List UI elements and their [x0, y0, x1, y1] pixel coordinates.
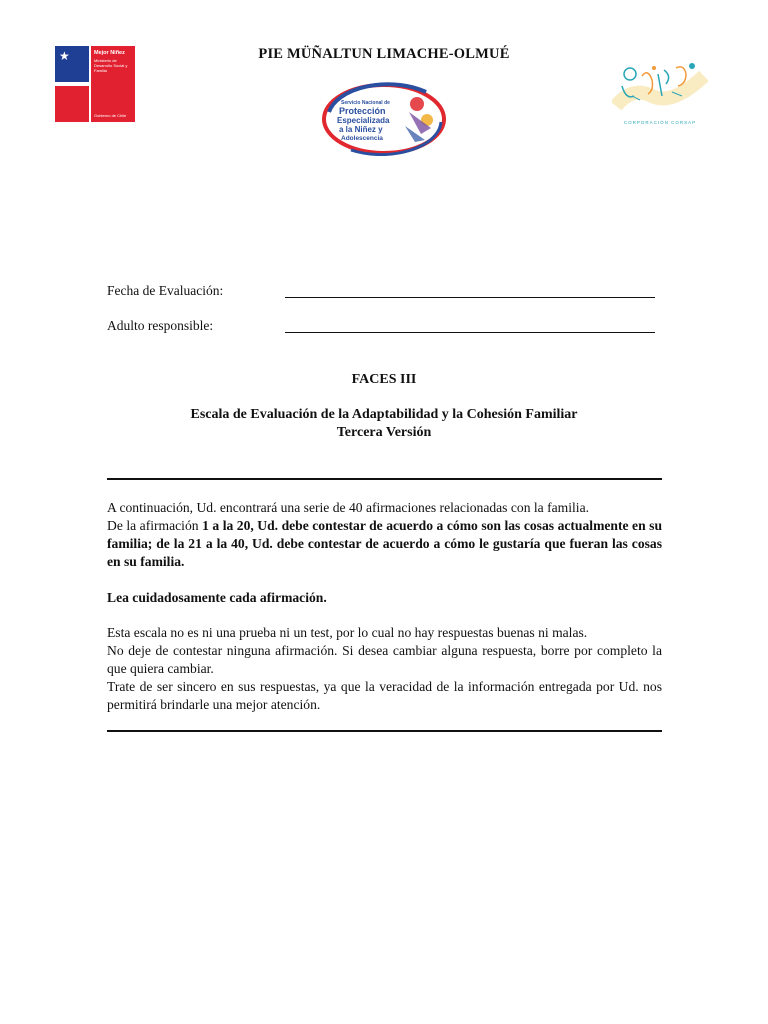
document-heading: FACES III — [351, 372, 417, 387]
field-label-fecha: Fecha de Evaluación: — [107, 283, 224, 298]
logo-left-name: Mejor Niñez — [94, 50, 125, 56]
logo-left-subtitle: Ministerio de Desarrollo Social y Familia — [94, 58, 128, 73]
center-logo-line-3: Especializada — [337, 116, 390, 125]
field-label-adulto: Adulto responsible: — [107, 318, 214, 333]
instructions-p2-intro: De la afirmación — [107, 518, 203, 533]
instructions-p4-line3: Trate de ser sincero en sus respuestas, ya que la veracidad de la información entregada por Ud. nos permitirá brindarle una mejor atención. — [107, 679, 662, 712]
instructions-p3: Lea cuidadosamente cada afirmación. — [107, 590, 327, 605]
chile-flag-icon: ★ — [55, 46, 89, 122]
page-header-title: PIE MÜÑALTUN LIMACHE-OLMUÉ — [258, 46, 510, 62]
instructions-p4-line1: Esta escala no es ni una prueba ni un test, por lo cual no hay respuestas buenas ni malas. — [107, 625, 588, 640]
center-logo-line-4: a la Niñez y — [339, 125, 383, 134]
document-subtitle-line-2: Tercera Versión — [336, 425, 432, 440]
bottom-divider — [107, 730, 662, 732]
field-line-adulto[interactable] — [285, 332, 655, 333]
instructions-p4-line2: No deje de contestar ninguna afirmación. Si desea cambiar alguna respuesta, borre por completo la que quiera cambiar. — [107, 643, 662, 676]
servicio-proteccion-logo — [321, 82, 447, 156]
right-logo-footer: CORPORACIÓN CORSAP — [623, 120, 697, 125]
top-divider — [107, 478, 662, 480]
instructions-p2-bold: 1 a la 20, Ud. debe contestar de acuerdo a cómo son las cosas actualmente en su familia; de la 21 a la 40, Ud. debe contestar de acuerdo a cómo le gustaría que fueran las cosas en su familia. — [107, 518, 663, 569]
logo-left-footer: Gobierno de Chile — [94, 113, 127, 118]
corsap-logo — [612, 56, 708, 128]
center-logo-line-1: Servicio Nacional de — [341, 100, 390, 106]
instructions-p2 — [107, 517, 662, 571]
center-logo-line-2: Protección — [339, 106, 386, 116]
center-logo-line-5: Adolescencia — [341, 135, 383, 142]
document-subtitle-line-1: Escala de Evaluación de la Adaptabilidad y la Cohesión Familiar — [190, 407, 578, 422]
instructions-p1: A continuación, Ud. encontrará una serie de 40 afirmaciones relacionadas con la familia. — [107, 500, 590, 515]
field-line-fecha[interactable] — [285, 297, 655, 298]
